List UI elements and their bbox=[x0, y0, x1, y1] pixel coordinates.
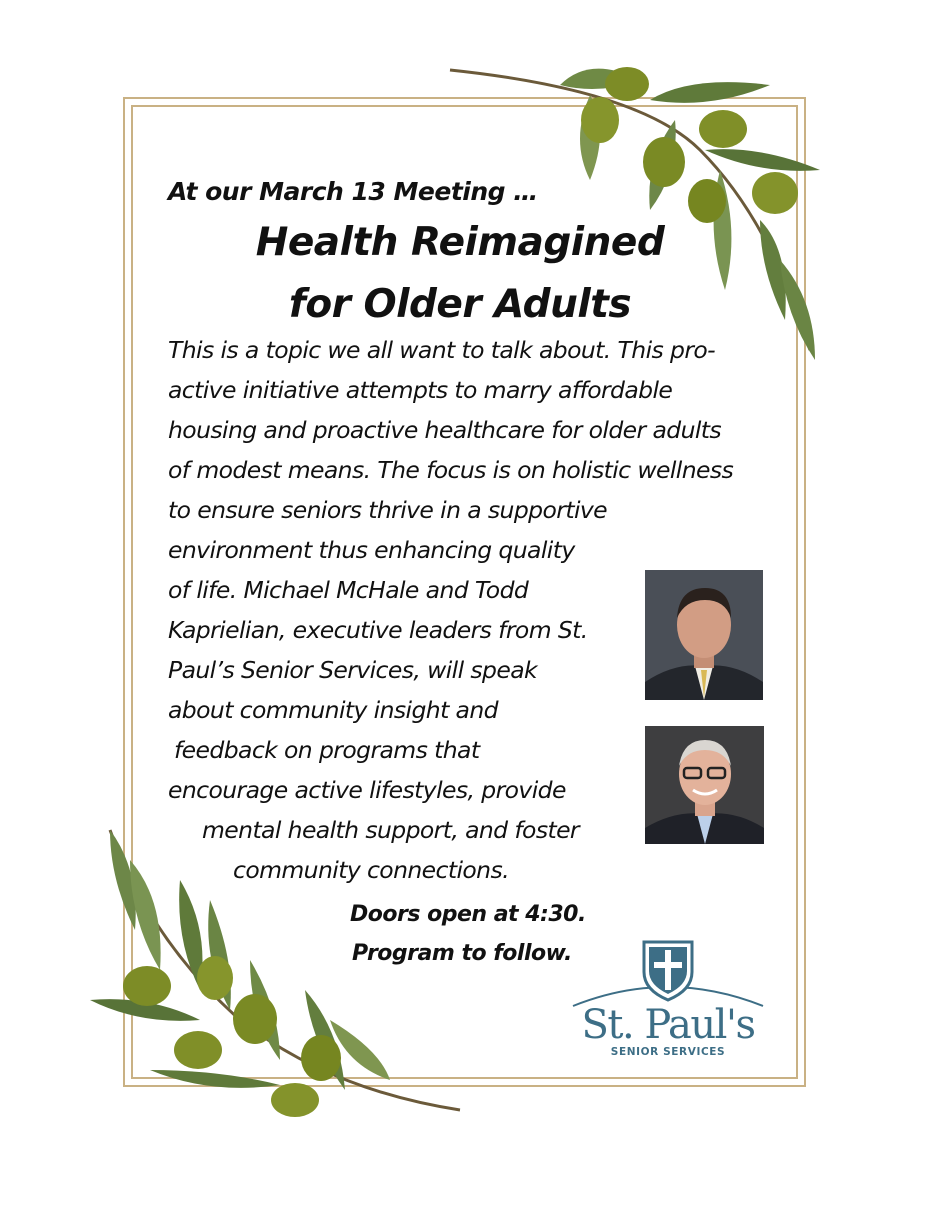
body-line: feedback on programs that bbox=[174, 736, 480, 764]
shield-cross-icon bbox=[568, 938, 768, 1008]
title-line-2: for Older Adults bbox=[288, 282, 632, 327]
speaker-photo-michael-mchale bbox=[645, 570, 763, 700]
program-text: Program to follow. bbox=[352, 941, 572, 966]
body-line: housing and proactive healthcare for older adults bbox=[168, 416, 722, 444]
body-line: to ensure seniors thrive in a supportive bbox=[168, 496, 608, 524]
logo-subtitle: SENIOR SERVICES bbox=[610, 1046, 726, 1058]
doors-open-text: Doors open at 4:30. bbox=[350, 902, 586, 927]
body-line: Paul’s Senior Services, will speak bbox=[168, 656, 538, 684]
body-line: encourage active lifestyles, provide bbox=[168, 776, 566, 804]
logo-name: St. Paul's bbox=[581, 1002, 755, 1048]
st-pauls-logo bbox=[568, 938, 768, 1068]
body-line: of modest means. The focus is on holistic wellness bbox=[168, 456, 734, 484]
body-line: mental health support, and foster bbox=[202, 816, 579, 844]
body-line: of life. Michael McHale and Todd bbox=[168, 576, 529, 604]
body-line: Kaprielian, executive leaders from St. bbox=[168, 616, 588, 644]
speaker-photo-todd-kaprielian bbox=[645, 726, 764, 844]
body-line: community connections. bbox=[233, 856, 509, 884]
body-line: active initiative attempts to marry affordable bbox=[168, 376, 673, 404]
body-line: environment thus enhancing quality bbox=[168, 536, 575, 564]
body-line: about community insight and bbox=[168, 696, 498, 724]
title-line-1: Health Reimagined bbox=[255, 220, 665, 265]
body-line: This is a topic we all want to talk about. This pro- bbox=[168, 336, 716, 364]
meeting-intro: At our March 13 Meeting … bbox=[168, 177, 538, 206]
